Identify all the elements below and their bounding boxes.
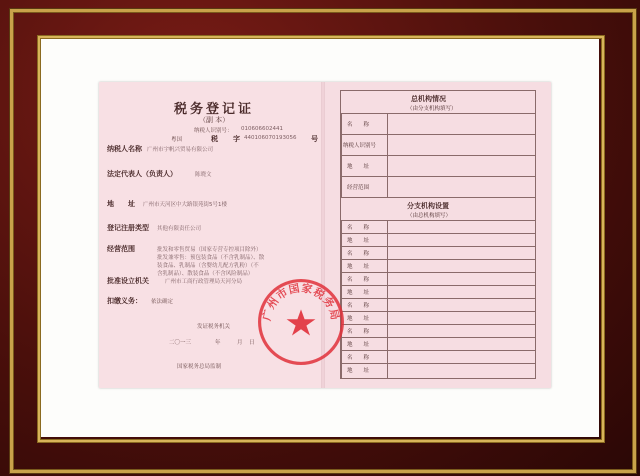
tax-label-2: 字 bbox=[233, 135, 240, 143]
legal-rep-label: 法定代表人（负责人） bbox=[107, 170, 177, 178]
branch-row-label: 地 址 bbox=[347, 264, 370, 270]
branch-row-label: 地 址 bbox=[347, 290, 370, 296]
scope-line-4: 含乳制品）、散装食品（不含风险制品） bbox=[157, 271, 254, 277]
tax-label: 税 bbox=[211, 135, 218, 143]
date-day: 月 bbox=[237, 340, 243, 346]
hq-row-label: 纳税人识别号 bbox=[343, 143, 377, 149]
branch-title: 分支机构设置 bbox=[407, 202, 449, 210]
hq-row-label: 地 址 bbox=[347, 164, 370, 170]
branch-row-label: 名 称 bbox=[347, 329, 370, 335]
tax-number: 440106070193056 bbox=[244, 135, 297, 141]
tax-prefix: 粤国 bbox=[171, 137, 183, 143]
copy-label: （副 本） bbox=[199, 116, 230, 124]
certificate-right-page bbox=[325, 82, 551, 388]
official-seal bbox=[256, 277, 346, 367]
branch-row-label: 名 称 bbox=[347, 225, 370, 231]
branch-row-label: 名 称 bbox=[347, 251, 370, 257]
issuer-label: 发证税务机关 bbox=[197, 324, 231, 330]
branch-row-label: 地 址 bbox=[347, 316, 370, 322]
hq-row-label: 经营范围 bbox=[347, 185, 370, 191]
branch-note: （由总机构填写） bbox=[407, 213, 452, 219]
seal-text: 广州市国家税务局 bbox=[260, 281, 342, 322]
branch-row-label: 名 称 bbox=[347, 303, 370, 309]
tax-certificate bbox=[99, 82, 551, 388]
scope-line-1: 批发和零售贸易（国家专营专控项目除外） bbox=[157, 247, 262, 253]
date-month: 年 bbox=[215, 340, 221, 346]
scope-line-2: 批发兼零售：预包装食品（不含乳制品）、散 bbox=[157, 255, 265, 261]
tax-suffix: 号 bbox=[311, 135, 318, 143]
hq-row-label: 名 称 bbox=[347, 122, 370, 128]
approval-value: 广州市工商行政管理局天河分局 bbox=[165, 279, 243, 285]
hq-note: （由分支机构填写） bbox=[407, 106, 457, 112]
withholding-value: 依法确定 bbox=[151, 299, 174, 305]
name-label: 纳税人名称 bbox=[107, 145, 142, 153]
legal-rep-value: 陈晓文 bbox=[195, 172, 212, 178]
reg-type-value: 其他有限责任公司 bbox=[157, 226, 202, 232]
branch-row-label: 地 址 bbox=[347, 368, 370, 374]
taxpayer-id-value: 010606602441 bbox=[241, 126, 283, 132]
branch-row-label: 地 址 bbox=[347, 342, 370, 348]
address-label: 地 址 bbox=[107, 200, 135, 208]
scope-line-3: 装食品、乳制品（含婴幼儿配方乳粉）（不 bbox=[157, 263, 259, 269]
reg-type-label: 登记注册类型 bbox=[107, 224, 149, 232]
supervision-footer: 国家税务总局监制 bbox=[177, 364, 222, 370]
branch-row-label: 名 称 bbox=[347, 355, 370, 361]
date-suffix: 日 bbox=[249, 340, 255, 346]
date-year: 二〇一三 bbox=[169, 340, 192, 346]
hq-table bbox=[340, 90, 536, 198]
certificate-title: 税务登记证 bbox=[174, 102, 255, 117]
address-value: 广州市天河区中大路银苑街5号1楼 bbox=[143, 202, 227, 208]
branch-row-label: 名 称 bbox=[347, 277, 370, 283]
taxpayer-id-label: 纳税人识别号： bbox=[194, 128, 233, 134]
approval-label: 批准设立机关 bbox=[107, 277, 149, 285]
withholding-label: 扣缴义务： bbox=[107, 297, 142, 305]
branch-table bbox=[340, 196, 536, 379]
name-value: 广州市宇帆兴贸易有限公司 bbox=[147, 147, 214, 153]
branch-row-label: 地 址 bbox=[347, 238, 370, 244]
scope-label: 经营范围 bbox=[107, 245, 135, 253]
seal-star-icon bbox=[287, 309, 316, 335]
hq-title: 总机构情况 bbox=[411, 95, 446, 103]
